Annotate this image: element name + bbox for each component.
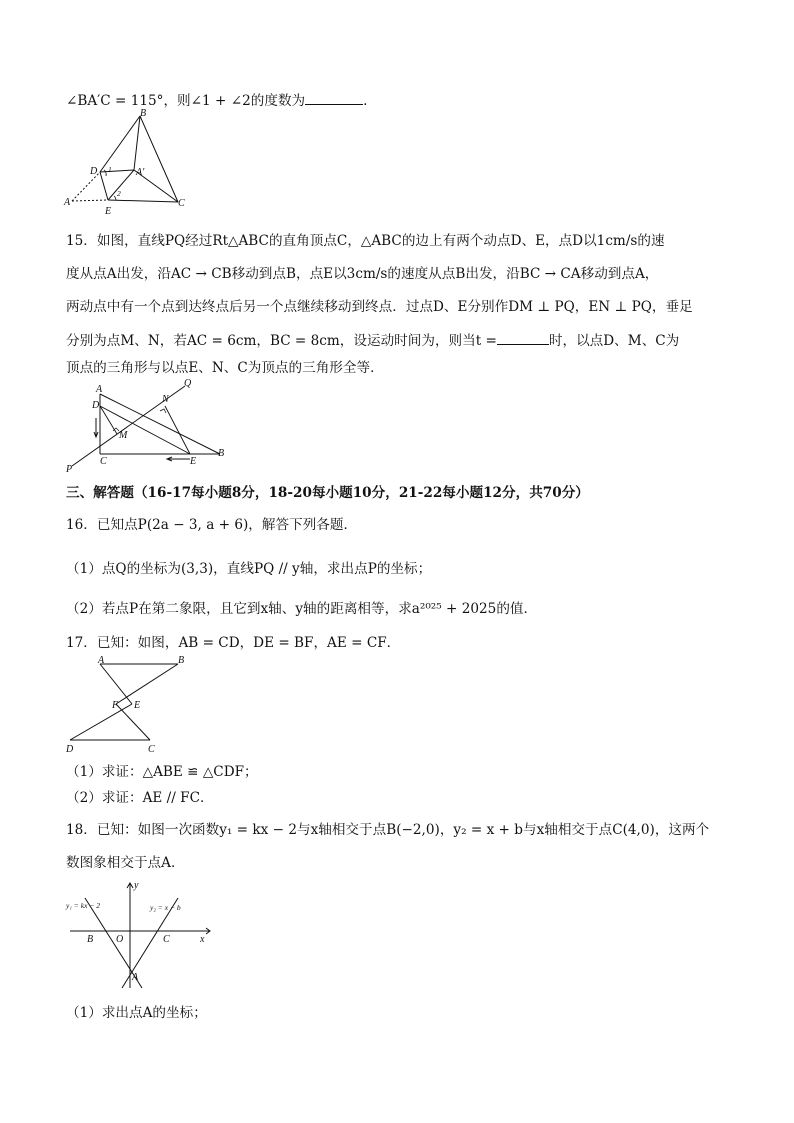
q14-text: ∠BA′C = 115°，则∠1 + ∠2的度数为 [66, 93, 306, 109]
figure-18 [60, 876, 220, 991]
fig14-label-C: C [178, 198, 185, 209]
q15-line-1: 15．如图，直线PQ经过Rt△ABC的直角顶点C，△ABC的边上有两个动点D、E，点D以1cm/s的速 [66, 233, 665, 249]
q14-answer-blank[interactable] [305, 90, 363, 105]
q15-answer-blank[interactable] [497, 330, 549, 345]
q16-part-2: （2）若点P在第二象限，且它到x轴、y轴的距离相等，求a²⁰²⁵ + 2025的值． [66, 601, 538, 617]
q15-line-5: 顶点的三角形与以点E、N、C为顶点的三角形全等． [66, 360, 384, 376]
fig14-label-A: A [64, 197, 71, 208]
fig17-label-A: A [98, 655, 105, 666]
section-3-title: 三、解答题（16-17每小题8分，18-20每小题10分，21-22每小题12分，共70分） [66, 485, 589, 501]
fig15-label-Q: Q [184, 378, 192, 389]
figure-14 [60, 108, 200, 218]
fig18-label-C: C [163, 934, 170, 945]
q18-part-1: （1）求出点A的坐标； [66, 1005, 207, 1021]
q16-stem: 16．已知点P(2a − 3, a + 6)，解答下列各题． [66, 517, 358, 533]
fig18-label-y2: y₂ = x − b [150, 903, 181, 912]
fig17-label-B: B [178, 655, 185, 666]
fig18-label-A: A [132, 972, 139, 983]
figure-17 [60, 652, 185, 757]
fig15-label-N: N [162, 394, 169, 405]
fig15-label-P: P [66, 464, 73, 475]
q15-line-3: 两动点中有一个点到达终点后另一个点继续移动到终点．过点D、E分别作DM ⊥ PQ，EN ⊥ PQ，垂足 [66, 299, 693, 315]
fig14-label-B: B [140, 108, 147, 119]
fig14-label-2: 2 [117, 189, 121, 198]
figure-15 [60, 376, 240, 476]
q15-line-4b: 时，以点D、M、C为 [548, 333, 680, 349]
q15-line-4 [66, 330, 754, 351]
fig17-label-C: C [148, 744, 155, 755]
fig15-label-D: D [92, 400, 100, 411]
fig14-label-D: D [90, 166, 98, 177]
fig18-label-x: x [200, 934, 205, 945]
q18-line-1: 18．已知：如图一次函数y₁ = kx − 2与x轴相交于点B(−2,0)，y₂ = x + b与x轴相交于点C(4,0)，这两个 [66, 822, 710, 838]
fig17-label-E: E [134, 700, 141, 711]
fig15-label-M: M [119, 430, 128, 441]
fig18-label-y: y [134, 880, 139, 891]
q14-end: . [363, 93, 368, 109]
fig15-label-C: C [100, 456, 107, 467]
fig15-label-A: A [96, 384, 103, 395]
fig18-label-O: O [116, 934, 124, 945]
q17-part-2: （2）求证：AE // FC． [66, 790, 214, 806]
q15-line-4a: 分别为点M、N，若AC = 6cm，BC = 8cm，设运动时间为，则当t = [66, 333, 497, 349]
fig18-label-y1: y₁ = kx − 2 [66, 901, 100, 910]
fig14-label-Aprime: A′ [136, 167, 145, 178]
fig17-label-D: D [66, 744, 74, 755]
fig15-label-B: B [218, 448, 225, 459]
fig17-label-F: F [112, 700, 119, 711]
q18-line-2: 数图象相交于点A． [66, 855, 185, 871]
q17-stem: 17．已知：如图，AB = CD，DE = BF，AE = CF． [66, 635, 401, 651]
fig14-label-1: 1 [108, 165, 112, 174]
q15-line-2: 度从点A出发，沿AC → CB移动到点B，点E以3cm/s的速度从点B出发，沿BC → CA移动到点A， [66, 266, 659, 282]
q17-part-1: （1）求证：△ABE ≌ △CDF； [66, 764, 258, 780]
fig14-label-E: E [105, 206, 112, 217]
q16-part-1: （1）点Q的坐标为(3,3)，直线PQ // y轴，求出点P的坐标； [66, 561, 432, 577]
fig18-label-B: B [87, 934, 94, 945]
fig15-label-E: E [190, 456, 197, 467]
